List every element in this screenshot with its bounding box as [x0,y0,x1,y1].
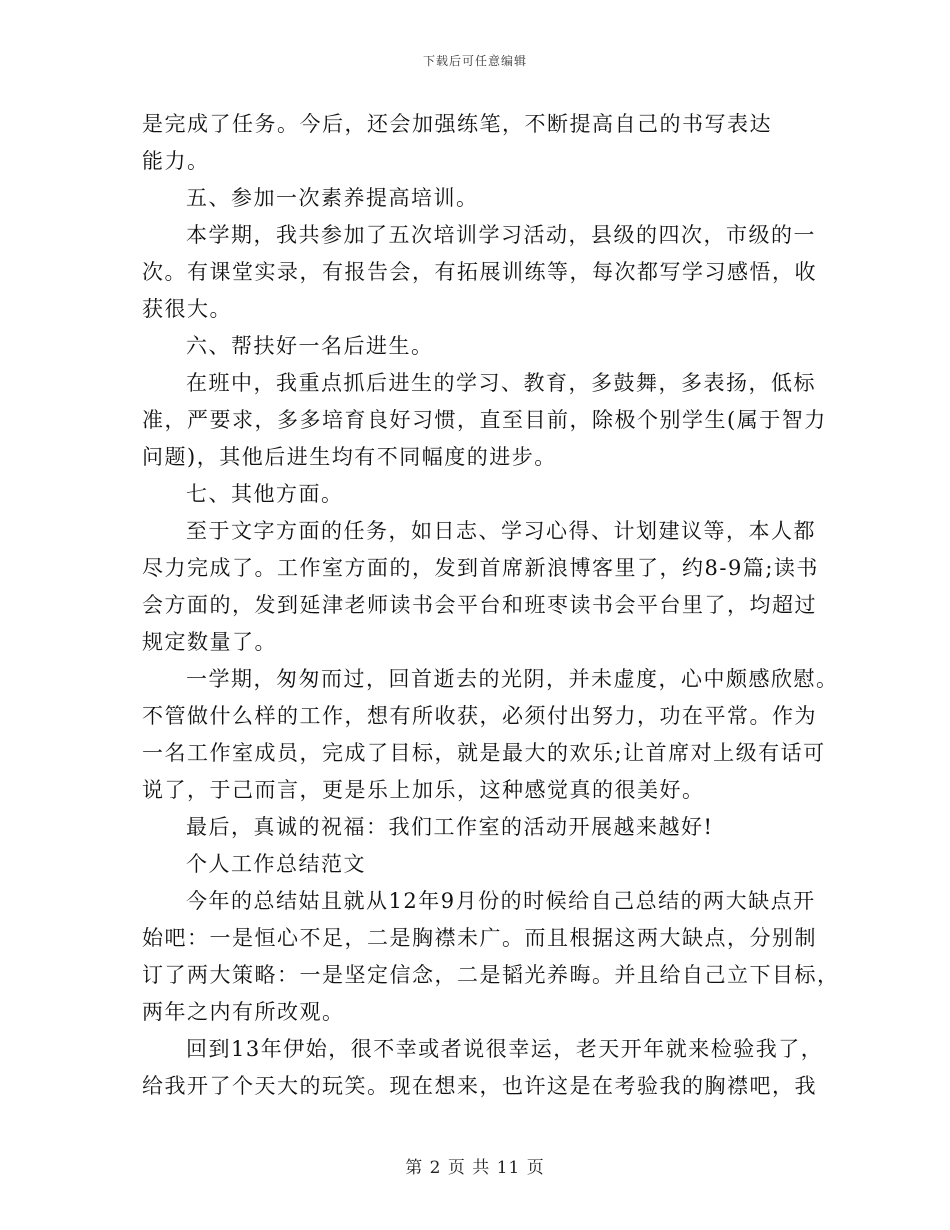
section-heading: 七、其他方面。 [186,482,344,506]
text-line: 次。有课堂实录，有报告会，有拓展训练等，每次都写学习感悟，收 [142,260,817,284]
document-subtitle: 个人工作总结范文 [186,852,366,876]
text-line: 会方面的，发到延津老师读书会平台和班枣读书会平台里了，均超过 [142,593,817,617]
text-line: 规定数量了。 [142,630,277,654]
text-line: 准，严要求，多多培育良好习惯，直至目前，除极个别学生(属于智力 [142,408,827,432]
text-line: 不管做什么样的工作，想有所收获，必须付出努力，功在平常。作为 [142,704,817,728]
text-line: 一名工作室成员，完成了目标，就是最大的欢乐;让首席对上级有话可 [142,741,826,765]
section-heading: 五、参加一次素养提高培训。 [186,186,479,210]
text-line: 本学期，我共参加了五次培训学习活动，县级的四次，市级的一 [186,223,816,247]
text-line: 在班中，我重点抓后进生的学习、教育，多鼓舞，多表扬，低标 [186,371,816,395]
page-header: 下载后可任意编辑 [422,54,527,68]
text-line: 至于文字方面的任务，如日志、学习心得、计划建议等，本人都 [186,519,816,543]
text-line: 一学期，匆匆而过，回首逝去的光阴，并未虚度，心中颇感欣慰。 [186,667,839,691]
text-line: 说了，于己而言，更是乐上加乐，这种感觉真的很美好。 [142,778,705,802]
text-line: 能力。 [142,149,210,173]
text-line: 尽力完成了。工作室方面的，发到首席新浪博客里了，约8-9篇;读书 [142,556,819,580]
text-line: 给我开了个天大的玩笑。现在想来，也许这是在考验我的胸襟吧，我 [142,1074,817,1098]
text-line: 订了两大策略：一是坚定信念，二是韬光养晦。并且给自己立下目标， [142,963,840,987]
text-line: 获很大。 [142,297,232,321]
text-line: 始吧：一是恒心不足，二是胸襟未广。而且根据这两大缺点，分别制 [142,926,817,950]
text-line: 今年的总结姑且就从12年9月份的时候给自己总结的两大缺点开 [186,889,816,913]
document-body [142,106,840,1105]
page-number: 第 2 页 共 11 页 [405,1158,545,1178]
text-line: 最后，真诚的祝福：我们工作室的活动开展越来越好! [186,815,714,839]
text-line: 回到13年伊始，很不幸或者说很幸运，老天开年就来检验我了， [186,1037,824,1061]
text-line: 问题)，其他后进生均有不同幅度的进步。 [142,445,557,469]
section-heading: 六、帮扶好一名后进生。 [186,334,434,358]
text-line: 是完成了任务。今后，还会加强练笔，不断提高自己的书写表达 [142,112,772,136]
text-line: 两年之内有所改观。 [142,1000,345,1024]
